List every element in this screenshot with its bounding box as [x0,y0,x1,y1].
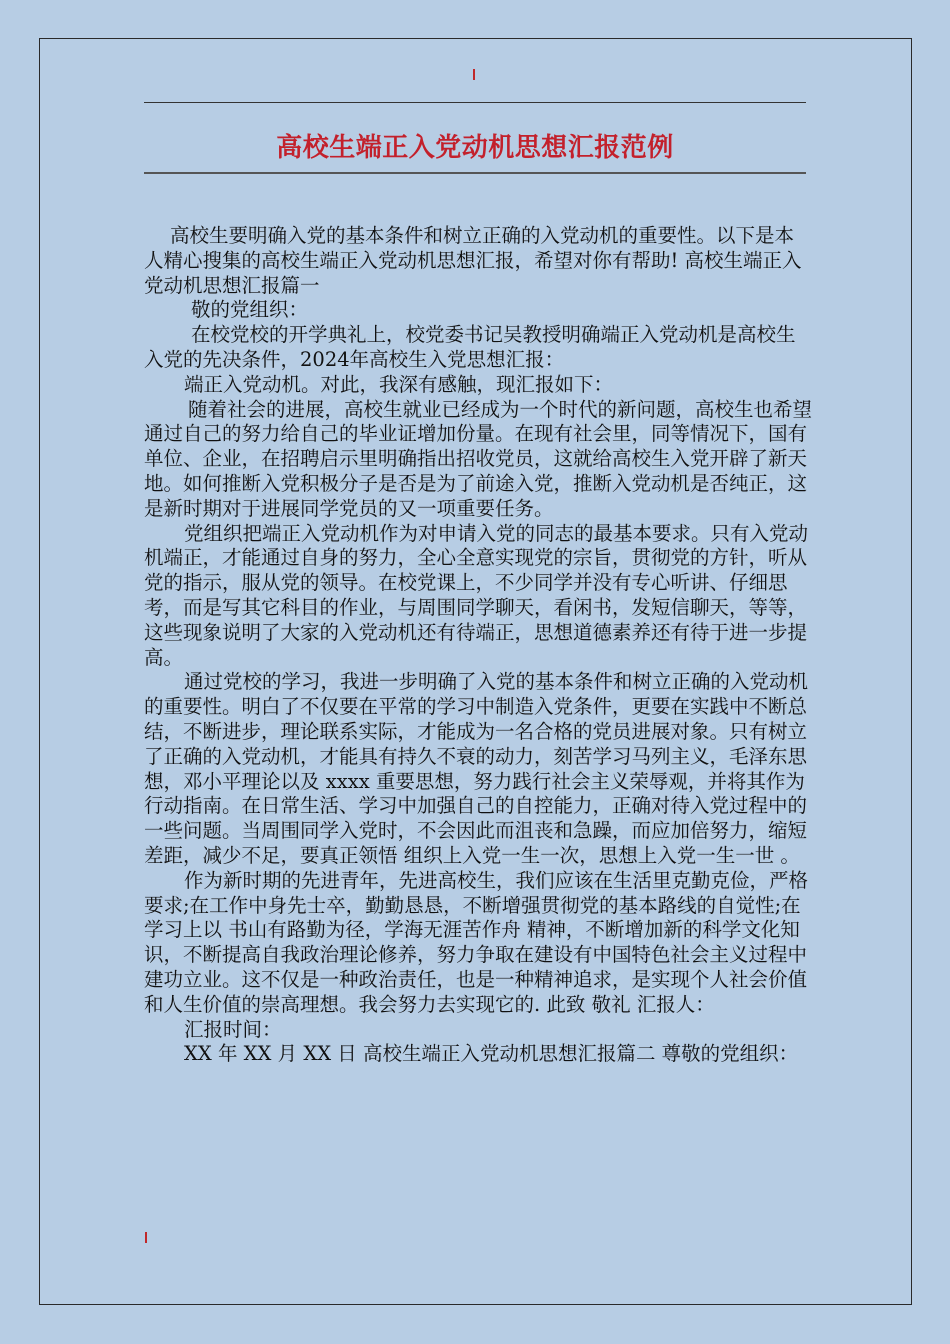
body-paragraph: 端正入党动机。对此，我深有感触，现汇报如下： [184,372,614,396]
footer-marker [145,1232,147,1243]
document-body [144,224,812,1067]
body-paragraph: 在校党校的开学典礼上，校党委书记吴教授明确端正入党动机是高校生入党的先决条件，2024年高校生入党思想汇报： [144,323,796,371]
body-paragraph: 通过党校的学习，我进一步明确了入党的基本条件和树立正确的入党动机的重要性。明白了不仅要在平常的学习中制造入党条件，更要在实践中不断总结，不断进步，理论联系实际，才能成为一名合格的党员进展对象。只有树立了正确的入党动机，才能具有持久不衰的动力，刻苦学习马列主义，毛泽东思想，邓小平理论以及 xxxx 重要思想，努力践行社会主义荣辱观，并将其作为行动指南。在日常生活、学习中加强自己的自控能力，正确对待入党过程中的一些问题。当周围同学入党时，不会因此而沮丧和急躁，而应加倍努力，缩短差距，减少不足，要真正领悟 组织上入党一生一次，思想上入党一生一世 。 [144,670,809,867]
body-paragraph: 随着社会的进展，高校生就业已经成为一个时代的新问题，高校生也希望通过自己的努力给自己的毕业证增加份量。在现有社会里，同等情况下，国有单位、企业，在招聘启示里明确指出招收党员，这就给高校生入党开辟了新天地。如何推断入党积极分子是否是为了前途入党，推断入党动机是否纯正，这是新时期对于进展同学党员的又一项重要任务。 [144,397,813,520]
date-and-next-section: XX 年 XX 月 XX 日 高校生端正入党动机思想汇报篇二 尊敬的党组织： [184,1042,799,1066]
salutation: 敬的党组织： [191,298,309,322]
header-marker [473,69,475,80]
body-paragraph: 党组织把端正入党动机作为对申请入党的同志的最基本要求。只有入党动机端正，才能通过自身的努力，全心全意实现党的宗旨，贯彻党的方针，听从党的指示，服从党的领导。在校党课上，不少同学并没有专心听讲、仔细思考，而是写其它科目的作业，与周围同学聊天，看闲书，发短信聊天，等等，这些现象说明了大家的入党动机还有待端正，思想道德素养还有待于进一步提高。 [144,521,809,669]
document-title: 高校生端正入党动机思想汇报范例 [276,133,674,163]
title-rule [144,172,806,174]
intro-paragraph: 高校生要明确入党的基本条件和树立正确的入党动机的重要性。以下是本人精心搜集的高校生端正入党动机思想汇报，希望对你有帮助! 高校生端正入党动机思想汇报篇一 [144,224,802,297]
report-time-label: 汇报时间： [184,1017,282,1041]
body-paragraph: 作为新时期的先进青年，先进高校生，我们应该在生活里克勤克俭，严格要求;在工作中身先士卒，勤勤恳恳，不断增强贯彻党的基本路线的自觉性;在学习上以 书山有路勤为径，学海无涯苦作舟 精神，不断增加新的科学文化知识，不断提高自我政治理论修养，努力争取在建设有中国特色社会主义过程中建功立业。这不仅是一种政治责任，也是一种精神追求，是实现个人社会价值和人生价值的崇高理想。我会努力去实现它的. 此致 敬礼 汇报人： [144,868,809,1016]
header-rule [144,102,806,103]
